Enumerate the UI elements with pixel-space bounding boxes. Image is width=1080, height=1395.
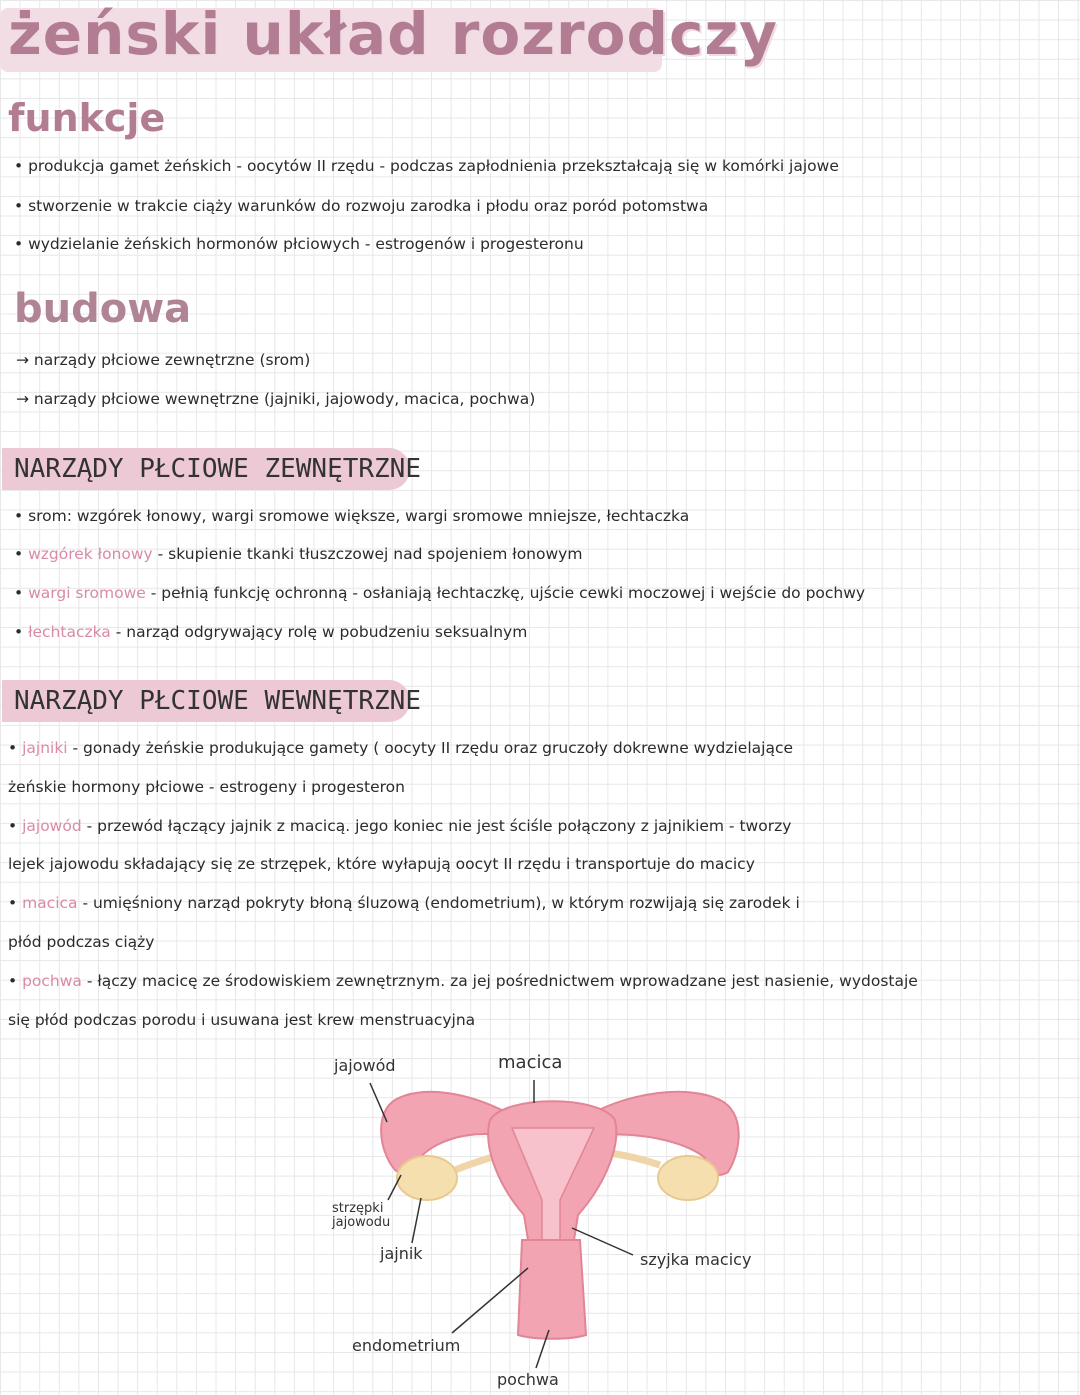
macica-term: macica [22,894,78,912]
leader-endometrium [452,1268,528,1333]
leader-jajnik [412,1198,421,1243]
uterus-illustration [381,1092,739,1339]
funkcje-line-3: • wydzielanie żeńskich hormonów płciowych - estrogenów i progesteronu [14,235,584,253]
funkcje-line-1: • produkcja gamet żeńskich - oocytów II rzędu - podczas zapłodnienia przekształcają się w komórki jajowe [14,157,839,175]
jajowod-line-2: lejek jajowodu składający się ze strzępek, które wyłapują oocyt II rzędu i transportuje do macicy [8,855,755,873]
pochwa-line-1: • pochwa - łączy macicę ze środowiskiem zewnętrznym. za jej pośrednictwem wprowadzane jest nasienie, wydostaje [8,972,918,990]
label-jajowod: jajowód [334,1056,396,1075]
label-pochwa: pochwa [497,1370,559,1389]
wewnetrzne-heading: NARZĄDY PŁCIOWE WEWNĘTRZNE [2,680,410,722]
pochwa-term: pochwa [22,972,82,990]
wargi-text: - pełnią funkcję ochronną - osłaniają łechtaczkę, ujście cewki moczowej i wejście do pochwy [145,584,866,602]
funkcje-line-2: • stworzenie w trakcie ciąży warunków do rozwoju zarodka i płodu oraz poród potomstwa [14,197,709,215]
vagina-shape [518,1240,586,1339]
label-jajnik: jajnik [380,1244,423,1263]
pochwa-text-1: - łączy macicę ze środowiskiem zewnętrznym. za jej pośrednictwem wprowadzane jest nasienie, wydostaje [81,972,918,990]
macica-line-1: • macica - umięśniony narząd pokryty błoną śluzową (endometrium), w którym rozwijają się zarodek i [8,894,800,912]
leader-jajowod [370,1083,387,1122]
macica-line-2: płód podczas ciąży [8,933,155,951]
label-szyjka: szyjka macicy [640,1250,752,1269]
funkcje-heading: funkcje [8,96,166,140]
jajniki-line-2: żeńskie hormony płciowe - estrogeny i progesteron [8,778,405,796]
left-ovary [397,1156,457,1200]
srom-line: • srom: wzgórek łonowy, wargi sromowe większe, wargi sromowe mniejsze, łechtaczka [14,507,690,525]
wzgorek-term: wzgórek łonowy [28,545,153,563]
budowa-line-2: → narządy płciowe wewnętrzne (jajniki, jajowody, macica, pochwa) [16,390,536,408]
lechtaczka-term: łechtaczka [28,623,111,641]
macica-text-1: - umięśniony narząd pokryty błoną śluzową (endometrium), w którym rozwijają się zarodek i [77,894,800,912]
label-macica: macica [498,1052,563,1073]
zewnetrzne-heading: NARZĄDY PŁCIOWE ZEWNĘTRZNE [2,448,410,490]
wargi-term: wargi sromowe [28,584,146,602]
wargi-line: • wargi sromowe - pełnią funkcję ochronną - osłaniają łechtaczkę, ujście cewki moczowej i wejście do pochwy [14,584,866,602]
jajowod-line-1: • jajowód - przewód łączący jajnik z macicą. jego koniec nie jest ściśle połączony z jajnikiem - tworzy [8,817,792,835]
jajowod-term: jajowód [22,817,82,835]
jajniki-line-1: • jajniki - gonady żeńskie produkujące gamety ( oocyty II rzędu oraz gruczoły dokrewne wydzielające [8,739,794,757]
jajniki-term: jajniki [22,739,68,757]
label-endometrium: endometrium [352,1336,461,1355]
wzgorek-text: - skupienie tkanki tłuszczowej nad spojeniem łonowym [152,545,583,563]
budowa-heading: budowa [14,286,192,332]
page-title: żeński układ rozrodczy [8,0,778,68]
jajowod-text-1: - przewód łączący jajnik z macicą. jego koniec nie jest ściśle połączony z jajnikiem - tworzy [81,817,792,835]
lechtaczka-text: - narząd odgrywający rolę w pobudzeniu seksualnym [110,623,528,641]
budowa-line-1: → narządy płciowe zewnętrzne (srom) [16,351,311,369]
wzgorek-line: • wzgórek łonowy - skupienie tkanki tłuszczowej nad spojeniem łonowym [14,545,583,563]
label-strzepki: strzępki jajowodu [332,1201,391,1230]
right-ovary [658,1156,718,1200]
jajniki-text-1: - gonady żeńskie produkujące gamety ( oocyty II rzędu oraz gruczoły dokrewne wydzielające [67,739,794,757]
lechtaczka-line: • łechtaczka - narząd odgrywający rolę w pobudzeniu seksualnym [14,623,528,641]
pochwa-line-2: się płód podczas porodu i usuwana jest krew menstruacyjna [8,1011,476,1029]
